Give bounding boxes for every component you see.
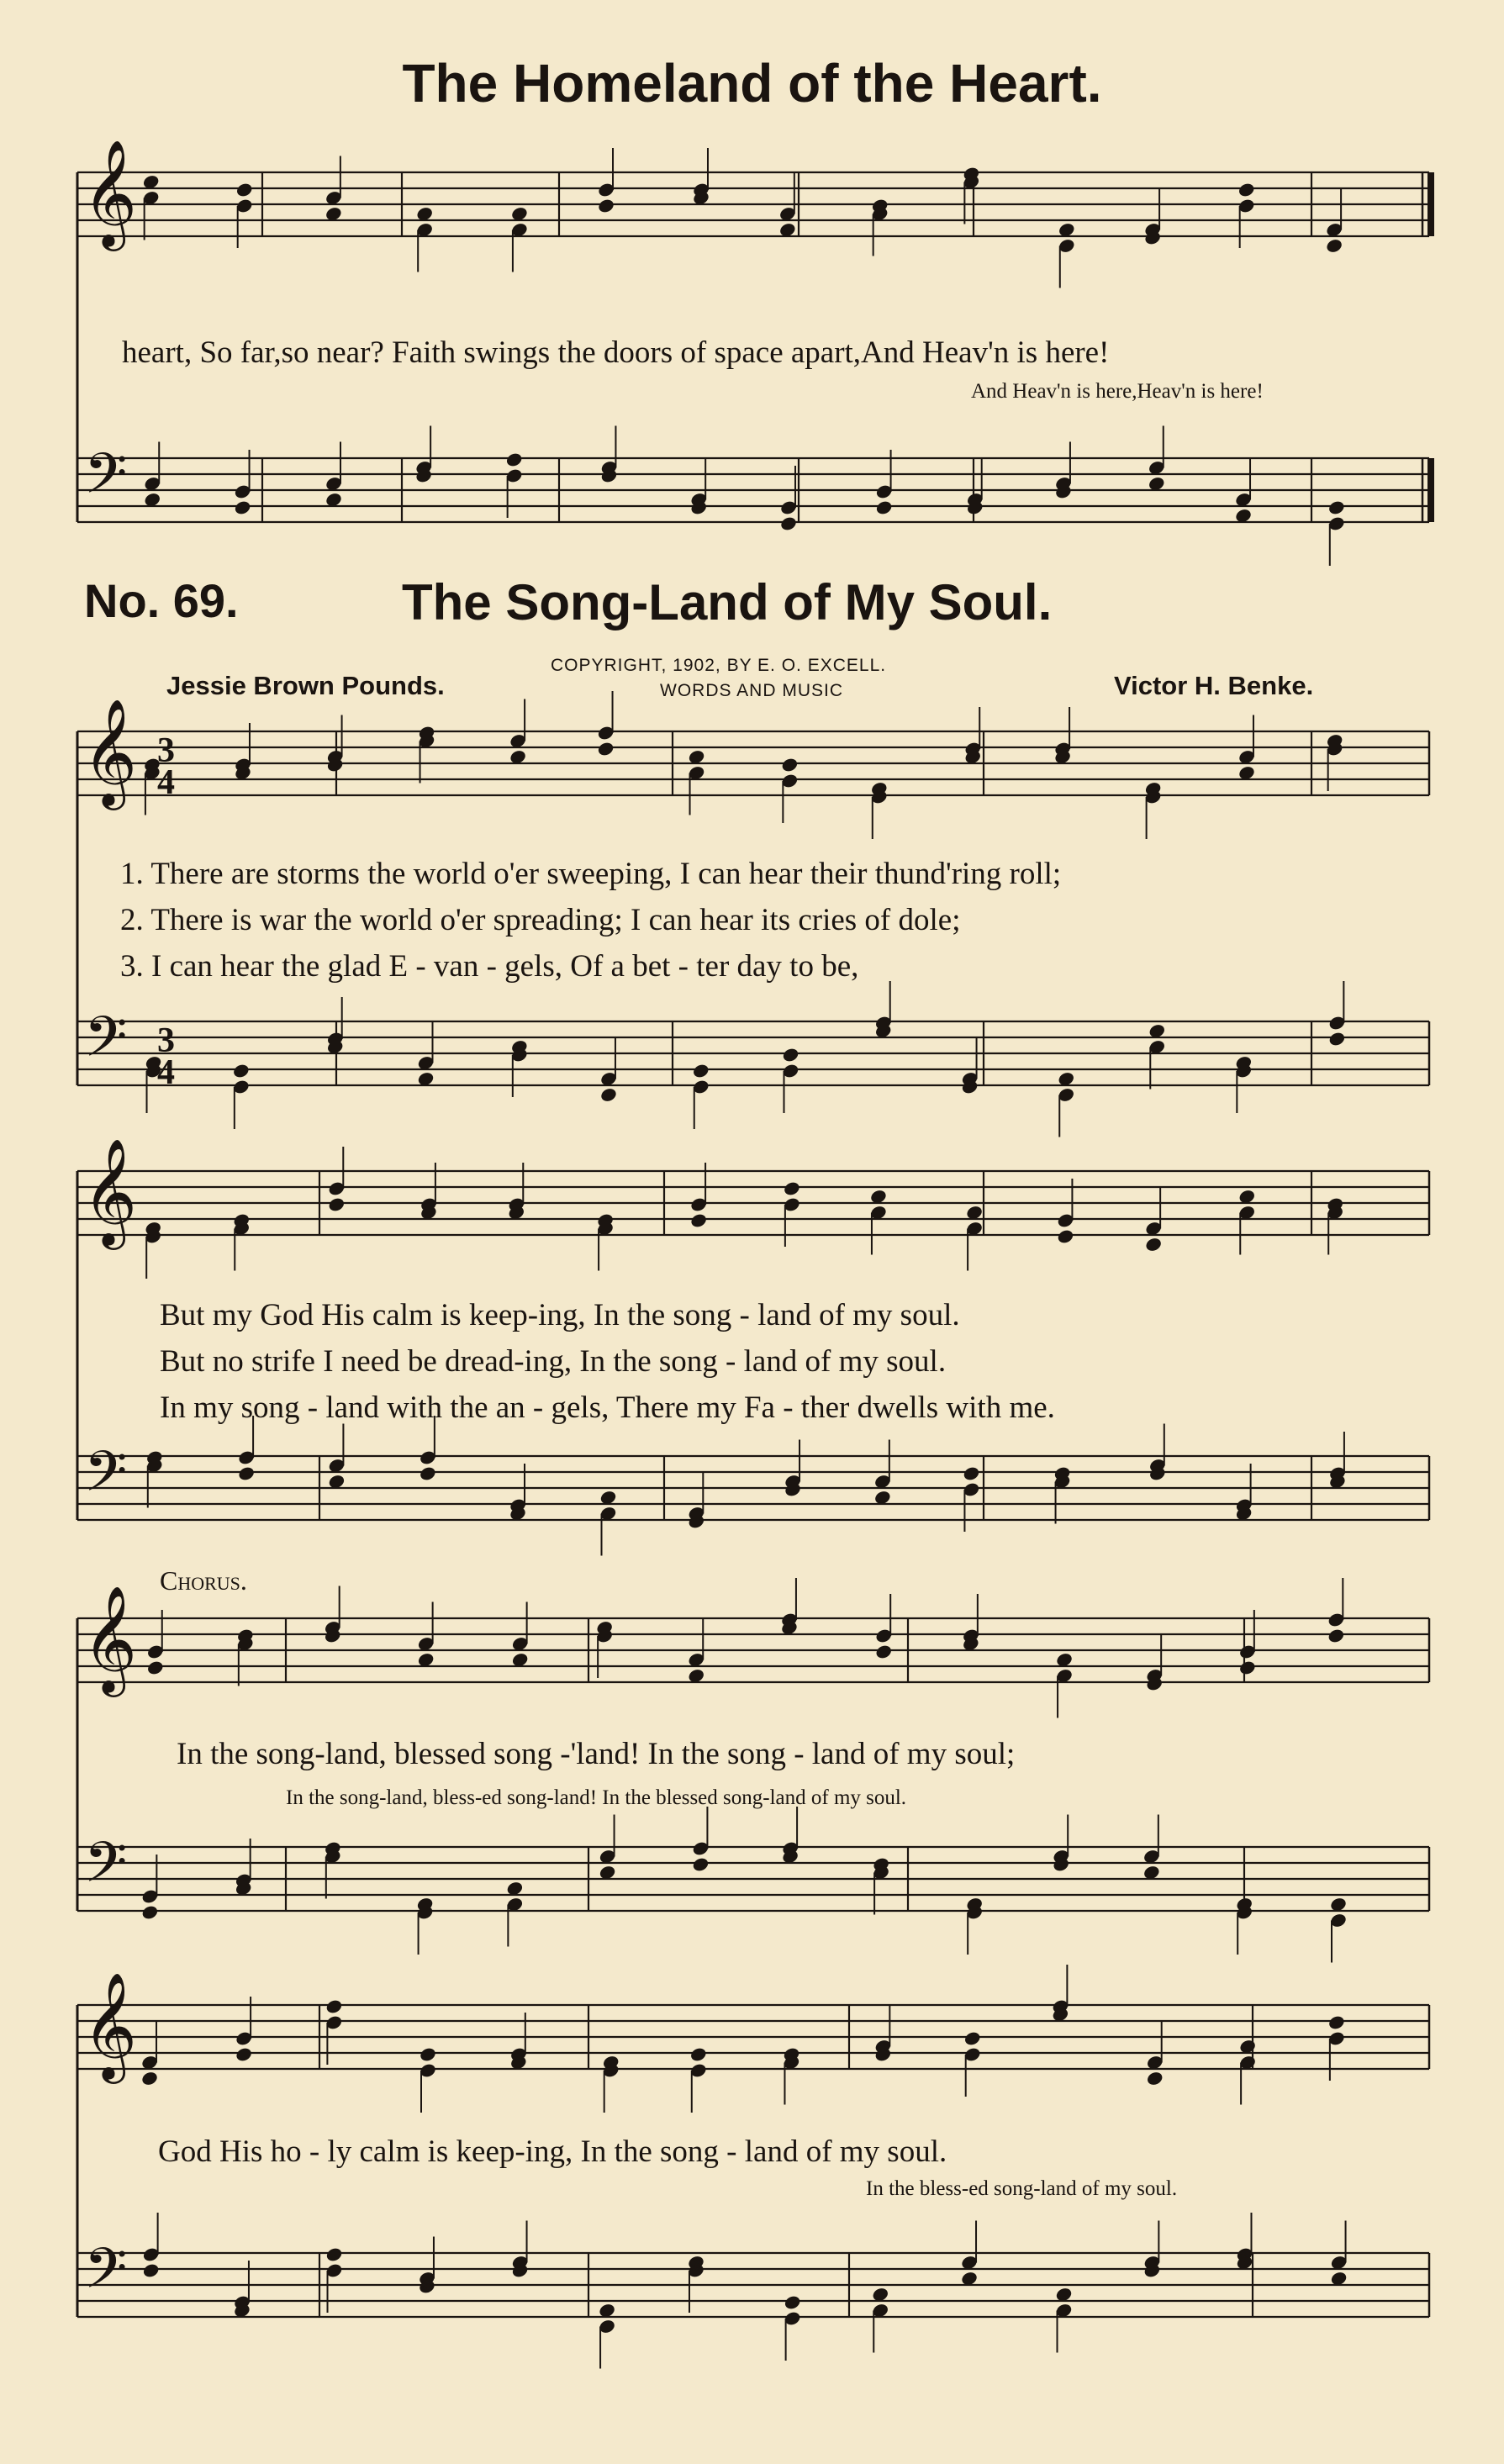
hymn-number: No. 69.: [84, 574, 239, 627]
bass-notes-note: [691, 1856, 710, 1873]
final-bar-thick: [1427, 458, 1434, 522]
treble-clef-icon: 𝄞: [82, 1585, 138, 1692]
bass-notes-note: [505, 451, 524, 468]
bass-notes-note: [962, 1465, 980, 1482]
treble-clef-icon: 𝄞: [82, 1971, 138, 2079]
treble-notes-note: [874, 1644, 893, 1660]
treble-notes-note: [325, 1998, 343, 2015]
treble-notes-note: [1144, 1236, 1163, 1253]
bass-clef-icon: 𝄢: [84, 1005, 128, 1083]
verse3-line-a: 3. I can hear the glad E - van - gels, Of a bet - ter day to be,: [120, 949, 859, 984]
treble-notes-note: [1146, 2070, 1164, 2087]
final-bar-thick: [1427, 172, 1434, 236]
bass-notes-note: [781, 1047, 799, 1063]
chorus-line1: In the song-land, blessed song -'land! In the song - land of my soul;: [177, 1737, 1016, 1771]
verse1-line-a: 1. There are storms the world o'er sweeping, I can hear their thund'ring roll;: [120, 857, 1062, 891]
hymn1-alto-line: And Heav'n is here,Heav'n is here!: [971, 380, 1264, 403]
treble-notes-note: [783, 1180, 801, 1197]
treble-notes-note: [596, 741, 615, 757]
treble-notes-note: [1327, 1628, 1345, 1644]
treble-notes-note: [1238, 182, 1256, 198]
verse3-line-b: In my song - land with the an - gels, There my Fa - ther dwells with me.: [160, 1390, 1055, 1425]
chorus-label: Chorus.: [160, 1565, 247, 1596]
treble-notes-note: [235, 182, 254, 198]
bass-clef-icon: 𝄢: [84, 1439, 128, 1517]
bass-notes-note: [692, 1063, 710, 1079]
verse2-line-a: 2. There is war the world o'er spreading; I can hear its cries of dole;: [120, 903, 961, 937]
treble-notes-note: [327, 1196, 346, 1213]
treble-notes-note: [235, 2046, 253, 2063]
chorus-alto-line2: In the bless-ed song-land of my soul.: [866, 2177, 1178, 2200]
time-signature-treble: 4: [157, 763, 175, 802]
treble-notes-note: [963, 2030, 982, 2047]
bass-notes-note: [874, 499, 893, 516]
bass-clef-icon: 𝄢: [84, 1830, 128, 1908]
lyricist-credit: Jessie Brown Pounds.: [166, 671, 445, 700]
bass-notes-note: [599, 1086, 618, 1103]
treble-clef-icon: 𝄞: [82, 139, 138, 246]
hymn1-lyric-line: heart, So far,so near? Faith swings the doors of space apart,And Heav'n is here!: [122, 335, 1110, 370]
bass-notes-note: [1327, 499, 1346, 516]
hymn1-title: The Homeland of the Heart.: [402, 53, 1102, 113]
treble-notes-note: [689, 2046, 708, 2063]
chorus-alto-line1: In the song-land, bless-ed song-land! In the blessed song-land of my soul.: [286, 1786, 907, 1809]
bass-notes-note: [779, 515, 798, 532]
chorus-line2: God His ho - ly calm is keep-ing, In the song - land of my soul.: [158, 2134, 947, 2169]
bass-notes-note: [237, 1465, 256, 1482]
bass-notes-note: [1327, 1031, 1346, 1047]
treble-notes-note: [597, 198, 615, 214]
treble-notes-note: [140, 2070, 159, 2087]
treble-clef-icon: 𝄞: [82, 1137, 138, 1245]
copyright-notice: COPYRIGHT, 1902, BY E. O. EXCELL.: [551, 656, 887, 675]
bass-notes-note: [419, 1465, 437, 1482]
treble-notes-note: [689, 1212, 708, 1229]
treble-notes-note: [419, 2046, 437, 2063]
time-signature-bass: 4: [157, 1053, 175, 1092]
composer-credit: Victor H. Benke.: [1114, 671, 1314, 700]
bass-notes-note: [232, 1063, 251, 1079]
bass-notes-note: [784, 2294, 802, 2311]
hymn2-title: The Song-Land of My Soul.: [402, 574, 1053, 631]
treble-notes-note: [1238, 1659, 1257, 1676]
bass-notes-note: [325, 2246, 343, 2263]
treble-notes-note: [1327, 2014, 1346, 2031]
time-signature-bass: 3: [157, 1021, 175, 1060]
bass-notes-note: [140, 1904, 159, 1921]
verse1-line-b: But my God His calm is keep-ing, In the song - land of my soul.: [160, 1298, 960, 1332]
time-signature-treble: 3: [157, 731, 175, 770]
bass-clef-icon: 𝄢: [84, 2236, 128, 2314]
words-and-music: WORDS AND MUSIC: [660, 681, 844, 700]
bass-notes-note: [233, 499, 251, 516]
treble-notes-note: [1325, 237, 1343, 254]
bass-clef-icon: 𝄢: [84, 441, 128, 520]
verse2-line-b: But no strife I need be dread-ing, In the song - land of my soul.: [160, 1344, 947, 1379]
bass-notes-note: [142, 2262, 161, 2279]
treble-notes-note: [146, 1659, 165, 1676]
treble-clef-icon: 𝄞: [82, 698, 138, 805]
treble-notes-note: [780, 757, 799, 773]
treble-notes-note: [1056, 1228, 1074, 1245]
